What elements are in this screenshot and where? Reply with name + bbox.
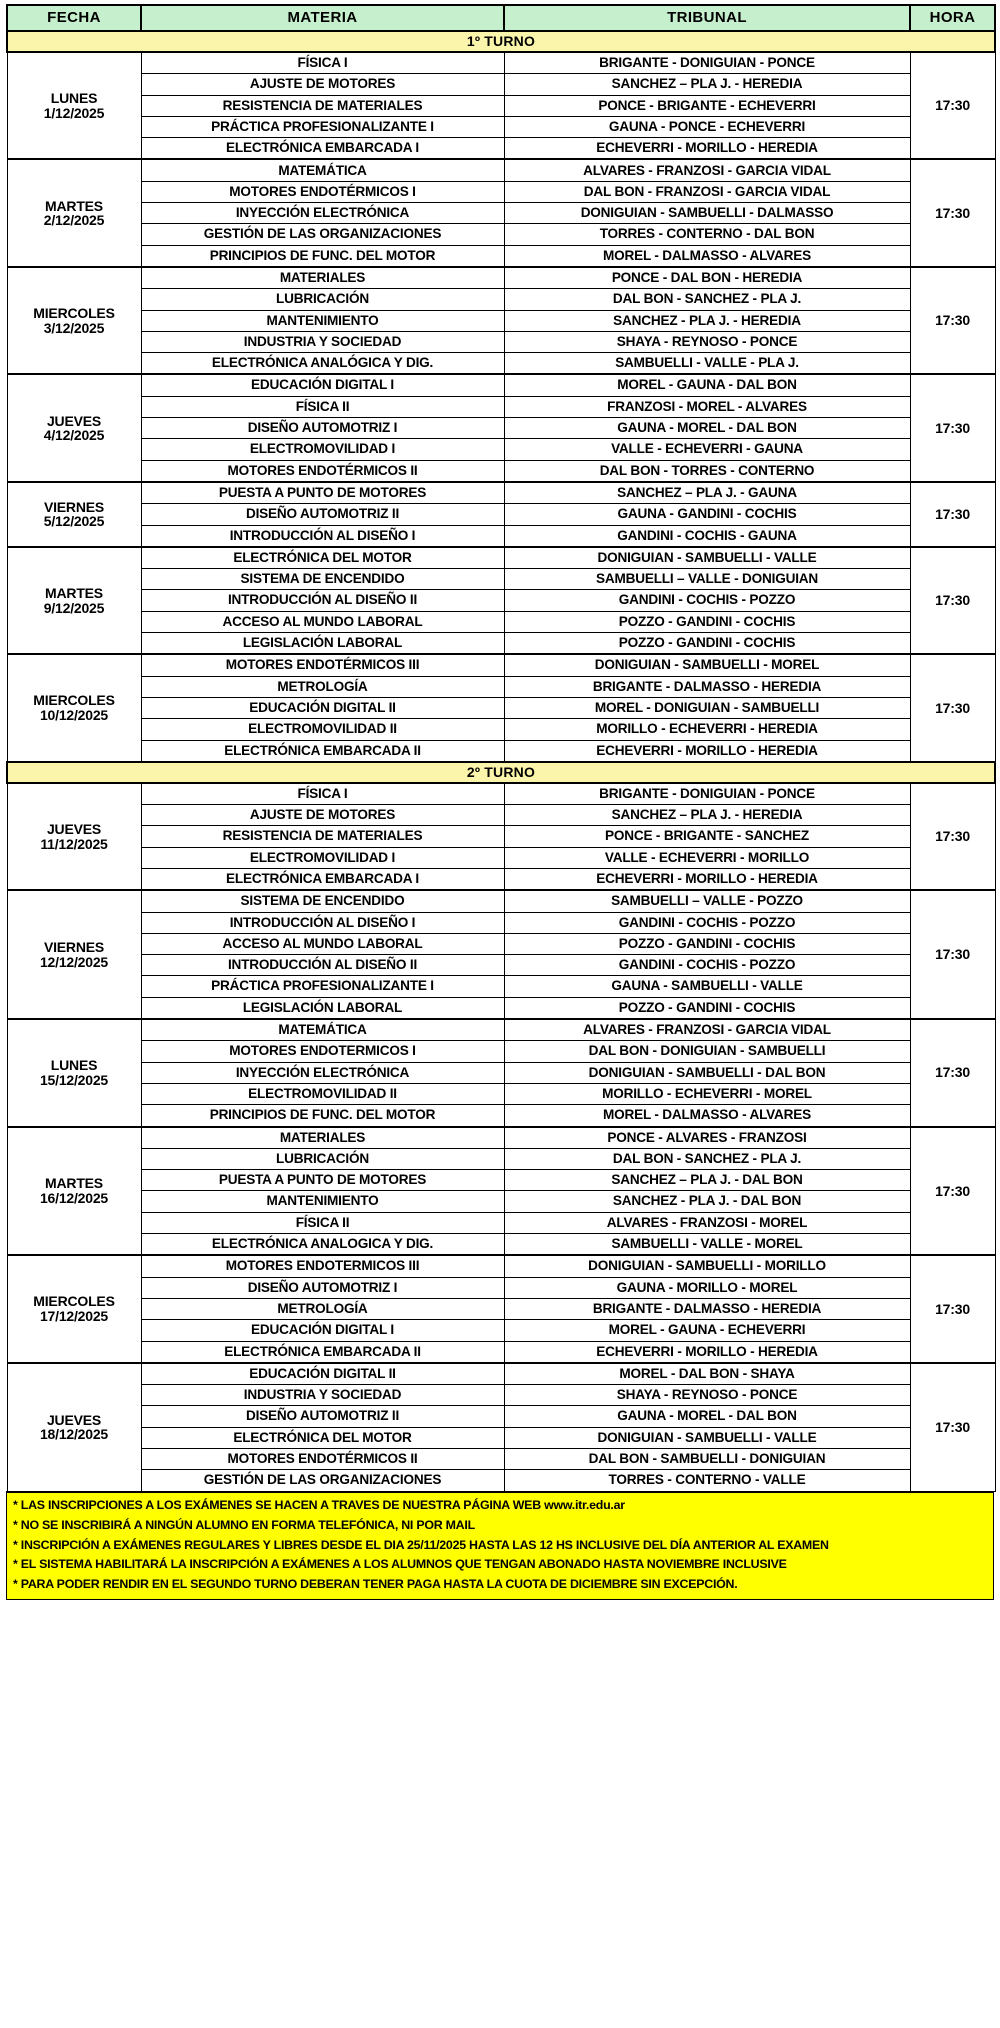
cell-materia: INTRODUCCIÓN AL DISEÑO I — [141, 525, 504, 547]
cell-materia: MOTORES ENDOTÉRMICOS III — [141, 654, 504, 676]
cell-tribunal: DONIGUIAN - SAMBUELLI - VALLE — [504, 1427, 910, 1448]
table-row — [7, 697, 995, 718]
table-row — [7, 1170, 995, 1191]
table-row — [7, 482, 995, 504]
fecha-day: MIERCOLES — [33, 692, 115, 709]
cell-materia: PRINCIPIOS DE FUNC. DEL MOTOR — [141, 1105, 504, 1127]
table-row — [7, 912, 995, 933]
cell-materia: MATERIALES — [141, 267, 504, 289]
cell-tribunal: POZZO - GANDINI - COCHIS — [504, 633, 910, 655]
cell-tribunal: BRIGANTE - DONIGUIAN - PONCE — [504, 52, 910, 74]
cell-tribunal: PONCE - BRIGANTE - SANCHEZ — [504, 826, 910, 847]
table-row — [7, 95, 995, 116]
fecha-date: 1/12/2025 — [43, 104, 105, 121]
cell-materia: LEGISLACIÓN LABORAL — [141, 633, 504, 655]
cell-materia: PRÁCTICA PROFESIONALIZANTE I — [141, 976, 504, 997]
cell-materia: METROLOGÍA — [141, 676, 504, 697]
turno-banner-row — [7, 762, 995, 783]
cell-materia: PRINCIPIOS DE FUNC. DEL MOTOR — [141, 245, 504, 267]
fecha-day: VIERNES — [43, 938, 105, 955]
cell-materia: ELECTROMOVILIDAD II — [141, 719, 504, 740]
cell-tribunal: PONCE - DAL BON - HEREDIA — [504, 267, 910, 289]
cell-fecha — [7, 52, 141, 159]
cell-hora: 17:30 — [910, 654, 995, 761]
table-row — [7, 1148, 995, 1169]
cell-tribunal: GAUNA - SAMBUELLI - VALLE — [504, 976, 910, 997]
table-row — [7, 1062, 995, 1083]
cell-tribunal: POZZO - GANDINI - COCHIS — [504, 933, 910, 954]
table-row — [7, 1406, 995, 1427]
fecha-date: 5/12/2025 — [43, 513, 105, 530]
cell-tribunal: FRANZOSI - MOREL - ALVARES — [504, 396, 910, 417]
cell-hora: 17:30 — [910, 1363, 995, 1491]
cell-materia: DISEÑO AUTOMOTRIZ I — [141, 418, 504, 439]
cell-fecha — [7, 1363, 141, 1491]
fecha-day: MIERCOLES — [33, 1293, 115, 1310]
cell-materia: DISEÑO AUTOMOTRIZ II — [141, 504, 504, 525]
cell-materia: METROLOGÍA — [141, 1298, 504, 1319]
cell-tribunal: SANCHEZ - PLA J. - DAL BON — [504, 1191, 910, 1212]
fecha-day: LUNES — [50, 90, 98, 107]
header-row — [7, 5, 995, 31]
cell-materia: SISTEMA DE ENCENDIDO — [141, 569, 504, 590]
cell-materia: MOTORES ENDOTERMICOS I — [141, 1041, 504, 1062]
cell-hora: 17:30 — [910, 1255, 995, 1362]
table-row — [7, 267, 995, 289]
cell-tribunal: DAL BON - SANCHEZ - PLA J. — [504, 289, 910, 310]
table-row — [7, 933, 995, 954]
cell-tribunal: GAUNA - MORILLO - MOREL — [504, 1277, 910, 1298]
table-row — [7, 1298, 995, 1319]
cell-fecha — [7, 547, 141, 654]
cell-hora: 17:30 — [910, 1127, 995, 1256]
cell-tribunal: SAMBUELLI – VALLE - DONIGUIAN — [504, 569, 910, 590]
cell-tribunal: GAUNA - MOREL - DAL BON — [504, 1406, 910, 1427]
cell-hora: 17:30 — [910, 374, 995, 481]
table-row — [7, 525, 995, 547]
note-item: * PARA PODER RENDIR EN EL SEGUNDO TURNO DEBERAN TENER PAGA HASTA LA CUOTA DE DICIEMBRE SIN EXCEPCIÓN. — [13, 1577, 738, 1592]
cell-materia: MATERIALES — [141, 1127, 504, 1149]
cell-fecha — [7, 267, 141, 374]
table-row — [7, 826, 995, 847]
cell-tribunal: DONIGUIAN - SAMBUELLI - DALMASSO — [504, 203, 910, 224]
fecha-day: MARTES — [45, 1175, 103, 1192]
table-row — [7, 396, 995, 417]
cell-hora: 17:30 — [910, 1019, 995, 1126]
fecha-day: LUNES — [50, 1057, 98, 1074]
fecha-day: MIERCOLES — [33, 305, 115, 322]
cell-materia: INTRODUCCIÓN AL DISEÑO II — [141, 590, 504, 611]
table-row — [7, 310, 995, 331]
cell-materia: AJUSTE DE MOTORES — [141, 74, 504, 95]
table-row — [7, 719, 995, 740]
cell-tribunal: ALVARES - FRANZOSI - MOREL — [504, 1212, 910, 1233]
cell-tribunal: DONIGUIAN - SAMBUELLI - DAL BON — [504, 1062, 910, 1083]
fecha-day: MARTES — [45, 584, 103, 601]
cell-materia: ELECTRÓNICA EMBARCADA II — [141, 740, 504, 762]
cell-materia: ELECTROMOVILIDAD I — [141, 847, 504, 868]
cell-tribunal: MOREL - GAUNA - DAL BON — [504, 374, 910, 396]
cell-fecha — [7, 374, 141, 481]
table-row — [7, 847, 995, 868]
cell-materia: MATEMÁTICA — [141, 159, 504, 181]
cell-tribunal: BRIGANTE - DALMASSO - HEREDIA — [504, 1298, 910, 1319]
cell-materia: ELECTRÓNICA ANALOGICA Y DIG. — [141, 1234, 504, 1256]
table-row — [7, 976, 995, 997]
cell-tribunal: DAL BON - SANCHEZ - PLA J. — [504, 1148, 910, 1169]
cell-tribunal: MOREL - DALMASSO - ALVARES — [504, 245, 910, 267]
fecha-date: 9/12/2025 — [43, 599, 105, 616]
cell-tribunal: VALLE - ECHEVERRI - GAUNA — [504, 439, 910, 460]
cell-tribunal: DONIGUIAN - SAMBUELLI - MORILLO — [504, 1255, 910, 1277]
cell-tribunal: SANCHEZ - PLA J. - HEREDIA — [504, 310, 910, 331]
cell-materia: ELECTRÓNICA EMBARCADA I — [141, 868, 504, 890]
cell-materia: AJUSTE DE MOTORES — [141, 805, 504, 826]
table-row — [7, 1041, 995, 1062]
fecha-date: 16/12/2025 — [39, 1189, 109, 1206]
table-row — [7, 1427, 995, 1448]
cell-materia: MANTENIMIENTO — [141, 310, 504, 331]
cell-tribunal: MOREL - GAUNA - ECHEVERRI — [504, 1320, 910, 1341]
cell-fecha — [7, 1019, 141, 1126]
cell-tribunal: GAUNA - PONCE - ECHEVERRI — [504, 116, 910, 137]
table-row — [7, 1019, 995, 1041]
table-row — [7, 868, 995, 890]
fecha-day: JUEVES — [46, 1411, 102, 1428]
table-row — [7, 955, 995, 976]
table-body — [7, 31, 995, 1491]
cell-fecha — [7, 159, 141, 266]
cell-materia: LUBRICACIÓN — [141, 1148, 504, 1169]
cell-tribunal: GAUNA - GANDINI - COCHIS — [504, 504, 910, 525]
cell-hora: 17:30 — [910, 159, 995, 266]
table-row — [7, 611, 995, 632]
cell-tribunal: TORRES - CONTERNO - DAL BON — [504, 224, 910, 245]
cell-materia: MOTORES ENDOTÉRMICOS II — [141, 460, 504, 482]
cell-materia: ACCESO AL MUNDO LABORAL — [141, 611, 504, 632]
table-row — [7, 547, 995, 569]
cell-tribunal: SANCHEZ – PLA J. - GAUNA — [504, 482, 910, 504]
table-row — [7, 52, 995, 74]
cell-materia: MOTORES ENDOTERMICOS III — [141, 1255, 504, 1277]
cell-materia: ELECTROMOVILIDAD I — [141, 439, 504, 460]
table-row — [7, 116, 995, 137]
cell-materia: LUBRICACIÓN — [141, 289, 504, 310]
fecha-date: 17/12/2025 — [39, 1308, 109, 1325]
table-row — [7, 740, 995, 762]
table-row — [7, 1363, 995, 1385]
table-header — [7, 5, 995, 31]
cell-materia: MOTORES ENDOTÉRMICOS I — [141, 181, 504, 202]
cell-materia: RESISTENCIA DE MATERIALES — [141, 826, 504, 847]
cell-materia: SISTEMA DE ENCENDIDO — [141, 890, 504, 912]
cell-fecha — [7, 654, 141, 761]
fecha-date: 15/12/2025 — [39, 1071, 109, 1088]
cell-materia: GESTIÓN DE LAS ORGANIZACIONES — [141, 224, 504, 245]
table-row — [7, 676, 995, 697]
table-row — [7, 890, 995, 912]
cell-tribunal: DONIGUIAN - SAMBUELLI - MOREL — [504, 654, 910, 676]
cell-materia: EDUCACIÓN DIGITAL II — [141, 697, 504, 718]
cell-tribunal: ALVARES - FRANZOSI - GARCIA VIDAL — [504, 1019, 910, 1041]
cell-materia: LEGISLACIÓN LABORAL — [141, 997, 504, 1019]
cell-materia: MANTENIMIENTO — [141, 1191, 504, 1212]
table-row — [7, 374, 995, 396]
table-row — [7, 1385, 995, 1406]
cell-hora: 17:30 — [910, 267, 995, 374]
cell-materia: ELECTRÓNICA DEL MOTOR — [141, 1427, 504, 1448]
table-row — [7, 1449, 995, 1470]
cell-materia: DISEÑO AUTOMOTRIZ I — [141, 1277, 504, 1298]
table-row — [7, 181, 995, 202]
cell-materia: PUESTA A PUNTO DE MOTORES — [141, 1170, 504, 1191]
cell-tribunal: GAUNA - MOREL - DAL BON — [504, 418, 910, 439]
fecha-day: JUEVES — [46, 820, 102, 837]
cell-hora: 17:30 — [910, 890, 995, 1019]
cell-tribunal: GANDINI - COCHIS - POZZO — [504, 590, 910, 611]
cell-tribunal: TORRES - CONTERNO - VALLE — [504, 1470, 910, 1491]
table-row — [7, 1212, 995, 1233]
fecha-date: 4/12/2025 — [43, 427, 105, 444]
table-row — [7, 805, 995, 826]
table-row — [7, 1470, 995, 1491]
table-row — [7, 1105, 995, 1127]
fecha-date: 12/12/2025 — [39, 953, 109, 970]
table-row — [7, 289, 995, 310]
cell-materia: DISEÑO AUTOMOTRIZ II — [141, 1406, 504, 1427]
table-row — [7, 224, 995, 245]
cell-materia: EDUCACIÓN DIGITAL II — [141, 1363, 504, 1385]
column-header-fecha: FECHA — [7, 5, 141, 31]
cell-tribunal: GANDINI - COCHIS - POZZO — [504, 912, 910, 933]
note-item: * EL SISTEMA HABILITARÁ LA INSCRIPCIÓN A EXÁMENES A LOS ALUMNOS QUE TENGAN ABONADO HASTA NOVIEMBRE INCLUSIVE — [13, 1557, 787, 1572]
cell-materia: ELECTRÓNICA EMBARCADA I — [141, 138, 504, 160]
cell-fecha — [7, 890, 141, 1019]
cell-materia: INTRODUCCIÓN AL DISEÑO II — [141, 955, 504, 976]
cell-tribunal: ECHEVERRI - MORILLO - HEREDIA — [504, 868, 910, 890]
cell-tribunal: POZZO - GANDINI - COCHIS — [504, 611, 910, 632]
cell-tribunal: DONIGUIAN - SAMBUELLI - VALLE — [504, 547, 910, 569]
fecha-date: 18/12/2025 — [39, 1426, 109, 1443]
cell-tribunal: SAMBUELLI – VALLE - POZZO — [504, 890, 910, 912]
cell-tribunal: MOREL - DONIGUIAN - SAMBUELLI — [504, 697, 910, 718]
table-row — [7, 418, 995, 439]
cell-materia: ELECTRÓNICA DEL MOTOR — [141, 547, 504, 569]
cell-materia: INYECCIÓN ELECTRÓNICA — [141, 203, 504, 224]
cell-tribunal: ALVARES - FRANZOSI - GARCIA VIDAL — [504, 159, 910, 181]
table-row — [7, 504, 995, 525]
cell-materia: PUESTA A PUNTO DE MOTORES — [141, 482, 504, 504]
fecha-date: 11/12/2025 — [40, 835, 108, 852]
note-item: * NO SE INSCRIBIRÁ A NINGÚN ALUMNO EN FORMA TELEFÓNICA, NI POR MAIL — [13, 1517, 475, 1532]
table-row — [7, 783, 995, 805]
cell-materia: ELECTROMOVILIDAD II — [141, 1083, 504, 1104]
cell-materia: FÍSICA I — [141, 52, 504, 74]
cell-tribunal: SHAYA - REYNOSO - PONCE — [504, 1385, 910, 1406]
cell-fecha — [7, 1255, 141, 1362]
cell-materia: INDUSTRIA Y SOCIEDAD — [141, 331, 504, 352]
cell-tribunal: PONCE - ALVARES - FRANZOSI — [504, 1127, 910, 1149]
cell-tribunal: GANDINI - COCHIS - GAUNA — [504, 525, 910, 547]
cell-hora: 17:30 — [910, 52, 995, 159]
cell-tribunal: MORILLO - ECHEVERRI - HEREDIA — [504, 719, 910, 740]
cell-tribunal: BRIGANTE - DALMASSO - HEREDIA — [504, 676, 910, 697]
cell-materia: INDUSTRIA Y SOCIEDAD — [141, 1385, 504, 1406]
cell-materia: EDUCACIÓN DIGITAL I — [141, 374, 504, 396]
cell-tribunal: SANCHEZ – PLA J. - DAL BON — [504, 1170, 910, 1191]
cell-materia: PRÁCTICA PROFESIONALIZANTE I — [141, 116, 504, 137]
cell-materia: INYECCIÓN ELECTRÓNICA — [141, 1062, 504, 1083]
cell-tribunal: MOREL - DALMASSO - ALVARES — [504, 1105, 910, 1127]
cell-materia: ELECTRÓNICA ANALÓGICA Y DIG. — [141, 353, 504, 375]
fecha-day: VIERNES — [43, 498, 105, 515]
notes-panel — [6, 1491, 994, 1600]
cell-tribunal: SHAYA - REYNOSO - PONCE — [504, 331, 910, 352]
cell-tribunal: PONCE - BRIGANTE - ECHEVERRI — [504, 95, 910, 116]
cell-materia: EDUCACIÓN DIGITAL I — [141, 1320, 504, 1341]
table-row — [7, 633, 995, 655]
cell-materia: FÍSICA II — [141, 1212, 504, 1233]
table-row — [7, 138, 995, 160]
cell-fecha — [7, 1127, 141, 1256]
table-row — [7, 1127, 995, 1149]
cell-materia: FÍSICA II — [141, 396, 504, 417]
cell-fecha — [7, 482, 141, 547]
cell-fecha — [7, 783, 141, 890]
table-row — [7, 997, 995, 1019]
table-row — [7, 1083, 995, 1104]
cell-tribunal: SAMBUELLI - VALLE - PLA J. — [504, 353, 910, 375]
cell-materia: ACCESO AL MUNDO LABORAL — [141, 933, 504, 954]
cell-materia: GESTIÓN DE LAS ORGANIZACIONES — [141, 1470, 504, 1491]
cell-tribunal: DAL BON - DONIGUIAN - SAMBUELLI — [504, 1041, 910, 1062]
table-row — [7, 1234, 995, 1256]
column-header-hora: HORA — [910, 5, 995, 31]
cell-materia: FÍSICA I — [141, 783, 504, 805]
table-row — [7, 331, 995, 352]
table-row — [7, 1277, 995, 1298]
exam-schedule-table — [6, 4, 996, 1492]
cell-tribunal: SANCHEZ – PLA J. - HEREDIA — [504, 74, 910, 95]
cell-tribunal: ECHEVERRI - MORILLO - HEREDIA — [504, 1341, 910, 1363]
table-row — [7, 654, 995, 676]
turno-banner-row — [7, 31, 995, 52]
column-header-materia: MATERIA — [141, 5, 504, 31]
cell-tribunal: DAL BON - SAMBUELLI - DONIGUIAN — [504, 1449, 910, 1470]
fecha-day: MARTES — [45, 197, 103, 214]
fecha-date: 2/12/2025 — [43, 212, 105, 229]
note-item: * INSCRIPCIÓN A EXÁMENES REGULARES Y LIBRES DESDE EL DIA 25/11/2025 HASTA LAS 12 HS INCLUSIVE DEL DÍA ANTERIOR AL EXAMEN — [13, 1537, 829, 1552]
cell-tribunal: DAL BON - FRANZOSI - GARCIA VIDAL — [504, 181, 910, 202]
table-row — [7, 159, 995, 181]
table-row — [7, 460, 995, 482]
cell-hora: 17:30 — [910, 482, 995, 547]
cell-tribunal: DAL BON - TORRES - CONTERNO — [504, 460, 910, 482]
cell-materia: INTRODUCCIÓN AL DISEÑO I — [141, 912, 504, 933]
cell-tribunal: GANDINI - COCHIS - POZZO — [504, 955, 910, 976]
table-row — [7, 203, 995, 224]
fecha-date: 10/12/2025 — [39, 707, 109, 724]
fecha-date: 3/12/2025 — [43, 319, 105, 336]
cell-tribunal: ECHEVERRI - MORILLO - HEREDIA — [504, 740, 910, 762]
cell-tribunal: POZZO - GANDINI - COCHIS — [504, 997, 910, 1019]
column-header-tribunal: TRIBUNAL — [504, 5, 910, 31]
cell-tribunal: ECHEVERRI - MORILLO - HEREDIA — [504, 138, 910, 160]
cell-tribunal: BRIGANTE - DONIGUIAN - PONCE — [504, 783, 910, 805]
table-row — [7, 569, 995, 590]
cell-tribunal: MOREL - DAL BON - SHAYA — [504, 1363, 910, 1385]
table-row — [7, 1191, 995, 1212]
cell-tribunal: VALLE - ECHEVERRI - MORILLO — [504, 847, 910, 868]
cell-materia: ELECTRÓNICA EMBARCADA II — [141, 1341, 504, 1363]
turno-2-banner: 2º TURNO — [7, 762, 995, 783]
cell-materia: RESISTENCIA DE MATERIALES — [141, 95, 504, 116]
cell-hora: 17:30 — [910, 783, 995, 890]
cell-materia: MOTORES ENDOTÉRMICOS II — [141, 1449, 504, 1470]
fecha-day: JUEVES — [46, 412, 102, 429]
cell-hora: 17:30 — [910, 547, 995, 654]
cell-tribunal: SANCHEZ – PLA J. - HEREDIA — [504, 805, 910, 826]
table-row — [7, 1255, 995, 1277]
table-row — [7, 1341, 995, 1363]
table-row — [7, 590, 995, 611]
table-row — [7, 74, 995, 95]
table-row — [7, 439, 995, 460]
cell-tribunal: MORILLO - ECHEVERRI - MOREL — [504, 1083, 910, 1104]
table-row — [7, 1320, 995, 1341]
table-row — [7, 245, 995, 267]
cell-tribunal: SAMBUELLI - VALLE - MOREL — [504, 1234, 910, 1256]
cell-materia: MATEMÁTICA — [141, 1019, 504, 1041]
turno-1-banner: 1º TURNO — [7, 31, 995, 52]
note-item: * LAS INSCRIPCIONES A LOS EXÁMENES SE HACEN A TRAVES DE NUESTRA PÁGINA WEB www.itr.edu.ar — [13, 1497, 625, 1512]
table-row — [7, 353, 995, 375]
